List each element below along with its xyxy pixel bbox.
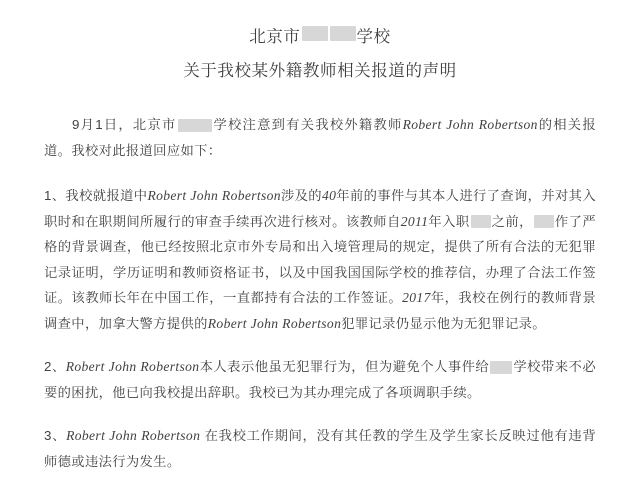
text-run: 9月1日，北京市 (72, 117, 177, 132)
text-run: 年前的事件与其本人进行了查询，并对其入职时和在职期间所履行的审查手续再次进行核对。该教师自 (44, 188, 596, 229)
text-run: 之前， (491, 213, 533, 229)
title-line-2: 关于我校某外籍教师相关报道的声明 (183, 62, 457, 80)
person-name: Robert John Robertson (207, 315, 342, 331)
text-run: 学校带来不必要的困扰，他已向我校提出辞职。我校已为其办理完成了各项调职手续。 (44, 359, 596, 400)
text-run: 1、我校就报道中 (44, 188, 148, 203)
redaction-block-icon (471, 215, 491, 228)
document-title-block (44, 22, 596, 86)
text-run: 的相关报道。我校对此报道回应如下： (44, 117, 596, 158)
title-prefix: 北京市 (249, 28, 301, 46)
document-body (44, 112, 596, 474)
text-run: 3、 (44, 428, 67, 443)
paragraph-item-3 (44, 423, 596, 474)
redaction-block-icon (534, 215, 554, 228)
text-run: 在我校工作期间，没有其任教的学生及学生家长反映过他有违背师德或违法行为发生。 (44, 428, 597, 469)
redaction-block-icon (302, 26, 328, 41)
text-run: 2、 (44, 359, 66, 374)
text-run: 年，我校在例行的教师背景调查中，加拿大警方提供的 (44, 290, 597, 331)
title-suffix: 学校 (356, 28, 391, 46)
number-run: 40 (321, 188, 337, 203)
redaction-block-icon (178, 119, 212, 132)
person-name: Robert John Robertson (402, 117, 538, 132)
paragraph-intro (44, 112, 596, 163)
person-name: Robert John Robertson (66, 428, 201, 443)
redaction-block-icon (490, 361, 512, 374)
redaction-block-icon (330, 26, 356, 41)
text-run: 作了严格的背景调查，他已经按照北京市外专局和出入境管理局的规定，提供了所有合法的无犯罪记录证明，学历证明和教师资格证书，以及中国我国国际学校的推荐信，办理了合法工作签证。该教师长年在中国工作，一直都持有合法的工作签证。 (44, 213, 596, 305)
person-name: Robert John Robertson (147, 188, 281, 203)
text-run: 涉及的 (280, 188, 322, 203)
text-run: 年入职 (428, 213, 470, 229)
person-name: Robert John Robertson (65, 359, 200, 374)
number-run: 2011 (400, 213, 429, 229)
text-run: 犯罪记录仍显示他为无犯罪记录。 (341, 315, 546, 331)
number-run: 2017 (402, 290, 431, 305)
title-line-1 (44, 22, 596, 52)
text-run: 学校注意到有关我校外籍教师 (212, 117, 403, 132)
paragraph-item-2 (44, 354, 596, 405)
paragraph-item-1 (44, 183, 596, 336)
text-run: 本人表示他虽无犯罪行为，但为避免个人事件给 (199, 359, 490, 374)
